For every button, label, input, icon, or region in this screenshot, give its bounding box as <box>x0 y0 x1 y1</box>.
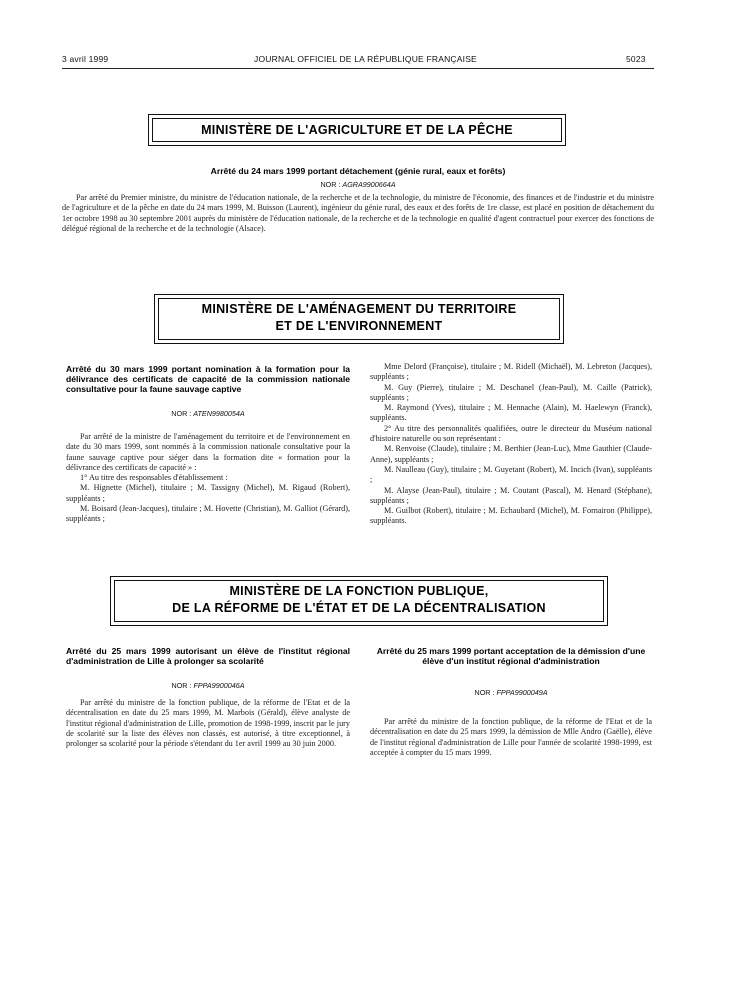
paragraph: M. Guy (Pierre), titulaire ; M. Deschanel (Jean-Paul), M. Caille (Patrick), suppléants ; <box>370 382 652 402</box>
decree-body-left <box>66 698 350 749</box>
decree-title-left: Arrêté du 25 mars 1999 autorisant un élève de l'institut régional d'administration de Lille à prolonger sa scolarité <box>66 646 350 666</box>
paragraph: Par arrêté du ministre de la fonction publique, de la réforme de l'Etat et de la décentralisation en date du 25 mars 1999, la démission de Mlle Andro (Gaëlle), élève de l'institut régional d'administration de Lille pour l'année de scolarité 1998-1999, est acceptée à compter du 15 mars 1999. <box>370 717 652 757</box>
nor-label: NOR : <box>171 681 192 690</box>
nor-code: FPPA9900046A <box>193 681 245 690</box>
nor-code: ATEN9980054A <box>193 409 245 418</box>
nor-reference <box>66 409 350 418</box>
paragraph: M. Renvoise (Claude), titulaire ; M. Berthier (Jean-Luc), Mme Gauthier (Claude-Anne), suppléants ; <box>370 444 652 464</box>
ministry-title-line1: MINISTÈRE DE LA FONCTION PUBLIQUE, <box>229 584 489 598</box>
ministry-box-territory <box>158 298 560 340</box>
ministry-box-agriculture <box>152 118 562 142</box>
paragraph: Mme Delord (Françoise), titulaire ; M. Ridell (Michaël), M. Lebreton (Jacques), suppléants ; <box>370 362 652 382</box>
nor-code: FPPA9900049A <box>496 688 548 697</box>
paragraph: Par arrêté du ministre de la fonction publique, de la réforme de l'Etat et de la décentralisation en date du 25 mars 1999, M. Marbois (Gérald), élève analyste de l'institut régional d'administration de Lille, promotion de 1998-1999, inscrit par le jury de scolarité sur la liste des élèves non classés, est autorisé, à titre exceptionnel, à prolonger sa scolarité pour la période s'étendant du 1er avril 1999 au 30 juin 2000. <box>66 698 350 749</box>
nor-label: NOR : <box>474 688 495 697</box>
decree-body <box>62 193 654 234</box>
ministry-title: MINISTÈRE DE L'AGRICULTURE ET DE LA PÊCHE <box>201 123 513 137</box>
nor-reference <box>62 180 654 189</box>
paragraph: 1° Au titre des responsables d'établissement : <box>80 473 228 483</box>
paragraph: 2° Au titre des personnalités qualifiées, outre le directeur du Muséum national d'histoire naturelle ou son représentant : <box>370 423 652 444</box>
paragraph: M. Alayse (Jean-Paul), titulaire ; M. Coutant (Pascal), M. Henard (Stéphane), suppléants ; <box>370 485 652 505</box>
decree-title: Arrêté du 30 mars 1999 portant nomination à la formation pour la délivrance des certificats de capacité de la commission nationale consultative pour la faune sauvage captive <box>66 364 350 394</box>
ministry-title-line2: DE LA RÉFORME DE L'ÉTAT ET DE LA DÉCENTRALISATION <box>172 601 546 615</box>
nor-code: AGRA9900664A <box>342 180 396 189</box>
paragraph: M. Raymond (Yves), titulaire ; M. Hennache (Alain), M. Haelewyn (Franck), suppléants. <box>370 403 652 423</box>
header-date: 3 avril 1999 <box>62 54 109 64</box>
nor-reference-right <box>370 688 652 697</box>
decree-title: Arrêté du 24 mars 1999 portant détachement (génie rural, eaux et forêts) <box>210 166 506 176</box>
ministry-box-civil-service <box>114 580 604 622</box>
paragraph: M. Hignette (Michel), titulaire ; M. Tassigny (Michel), M. Rigaud (Robert), suppléants ; <box>66 483 350 503</box>
paragraph: M. Boisard (Jean-Jacques), titulaire ; M. Hovette (Christian), M. Galliot (Gérard), suppléants ; <box>66 504 350 524</box>
nor-label: NOR : <box>171 409 192 418</box>
paragraph: M. Naulleau (Guy), titulaire ; M. Guyetant (Robert), M. Incich (Ivan), suppléants ; <box>370 464 652 485</box>
nor-reference-left <box>66 681 350 690</box>
nor-label: NOR : <box>320 180 341 189</box>
ministry-title-line1: MINISTÈRE DE L'AMÉNAGEMENT DU TERRITOIRE <box>201 302 517 316</box>
paragraph: Par arrêté de la ministre de l'aménagement du territoire et de l'environnement en date du 30 mars 1999, sont nommés à la commission nationale consultative pour la faune sauvage captive pour siéger dans la formation dite « formation pour la délivrance des certificats de capacité » : <box>66 432 350 472</box>
decree-body-left <box>66 432 350 525</box>
decree-body-right <box>370 362 652 527</box>
header-journal-title: JOURNAL OFFICIEL DE LA RÉPUBLIQUE FRANÇAISE <box>254 54 477 64</box>
paragraph: Par arrêté du Premier ministre, du ministre de l'éducation nationale, de la recherche et de la technologie, du ministre de l'économie, des finances et de l'industrie et du ministre de l'agriculture et de la pêche en date du 24 mars 1999, M. Buisson (Laurent), ingénieur du génie rural, des eaux et des forêts de 1re classe, est placé en position de détachement du 1er octobre 1998 au 30 septembre 2001 auprès du ministère de l'éducation nationale, de la recherche et de la technologie en qualité d'agent contractuel pour exercer des fonctions de délégué régional de la recherche et de la technologie (Alsace). <box>62 193 654 233</box>
decree-title-right: Arrêté du 25 mars 1999 portant acceptation de la démission d'une élève d'un institut régional d'administration <box>376 646 646 666</box>
paragraph: M. Guilbot (Robert), titulaire ; M. Echaubard (Michel), M. Fornairon (Philippe), suppléants. <box>370 506 652 526</box>
header-page-number: 5023 <box>626 54 646 64</box>
header-rule <box>62 68 654 69</box>
ministry-title-line2: ET DE L'ENVIRONNEMENT <box>275 319 443 333</box>
decree-body-right <box>370 717 652 758</box>
